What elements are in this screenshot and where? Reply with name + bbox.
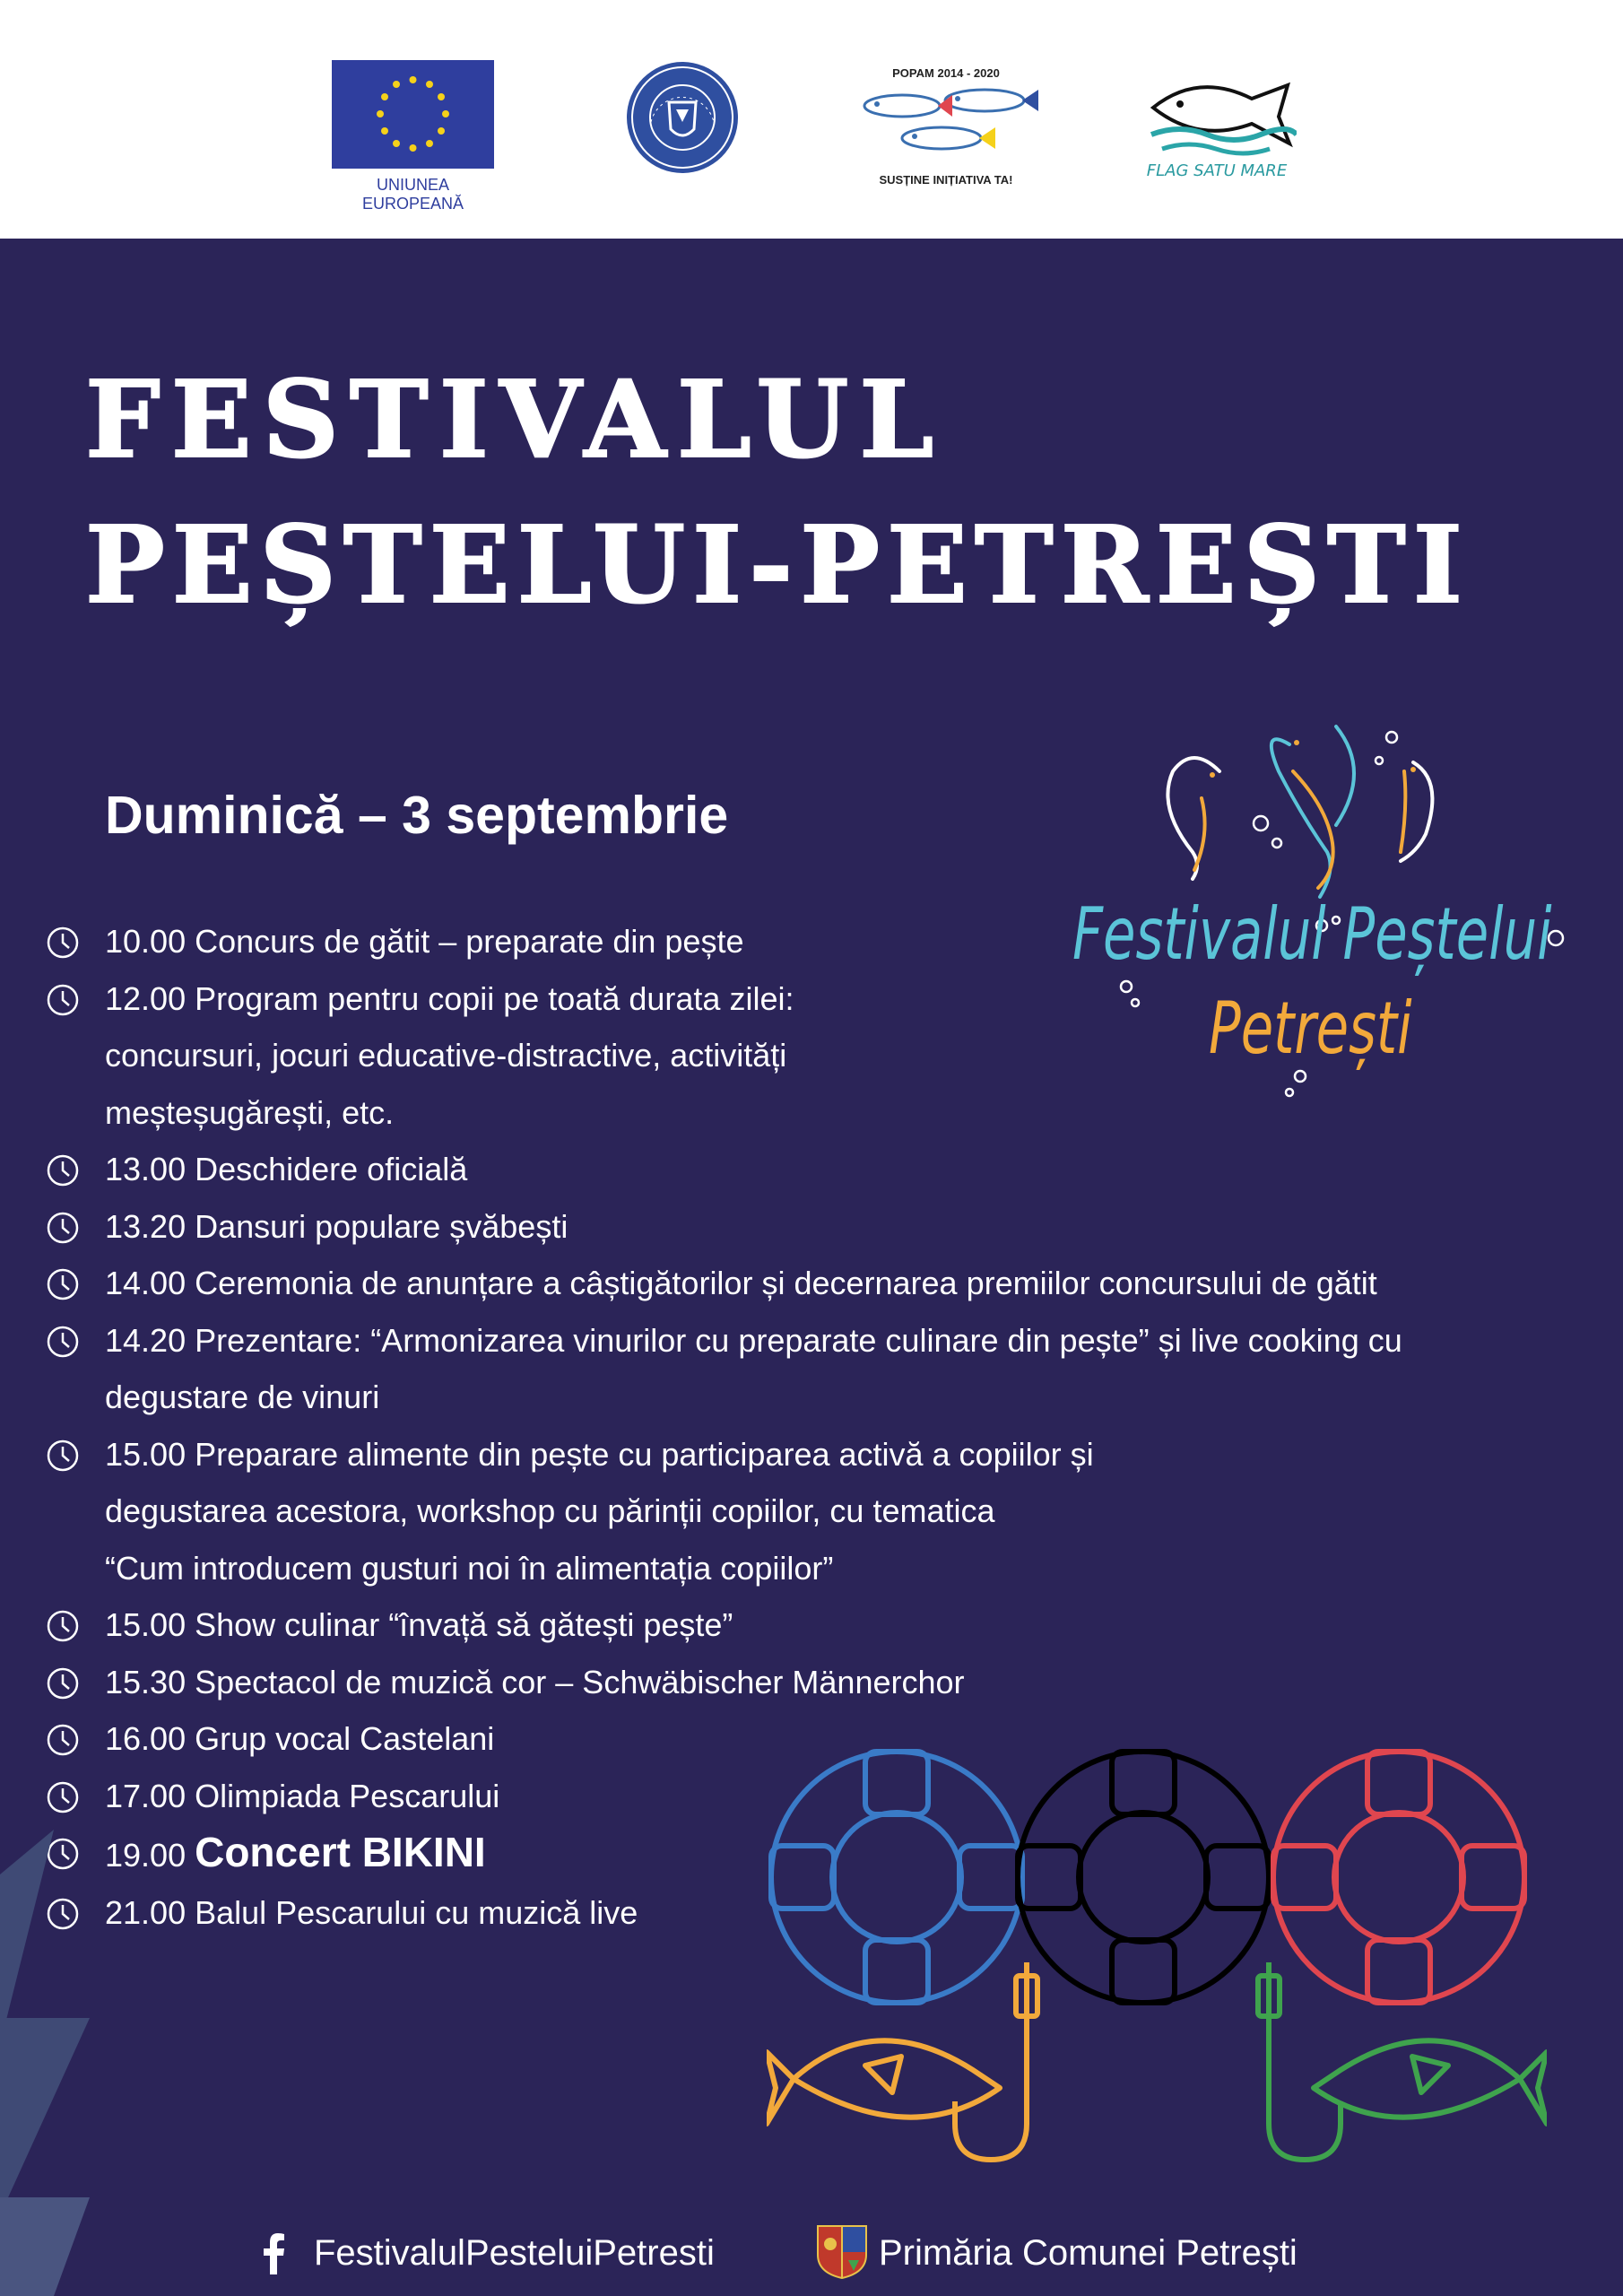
clock-icon	[47, 1212, 79, 1244]
schedule-item	[45, 1426, 1569, 1597]
clock-icon	[47, 1610, 79, 1642]
sponsor-header	[0, 0, 1623, 239]
schedule-text: 15.30 Spectacol de muzică cor – Schwäbischer Männerchor	[105, 1663, 965, 1700]
schedule-item	[45, 1596, 1569, 1654]
clock-icon	[47, 1268, 79, 1300]
clock-icon	[47, 1154, 79, 1187]
popam-title: POPAM 2014 - 2020	[892, 66, 1000, 80]
schedule-text: degustare de vinuri	[105, 1378, 380, 1415]
schedule-time: 19.00	[105, 1837, 187, 1874]
green-fish-hook	[1258, 1962, 1547, 2160]
clock-icon	[47, 1781, 79, 1813]
facebook-icon	[260, 2233, 287, 2274]
popam-caption: SUSȚINE INIȚIATIVA TA!	[879, 173, 1013, 187]
schedule-text: 21.00 Balul Pescarului cu muzică live	[105, 1893, 638, 1931]
yellow-fish-hook	[767, 1962, 1037, 2160]
clock-icon	[47, 984, 79, 1016]
schedule-text: meșteșugărești, etc.	[105, 1093, 395, 1131]
schedule-text: “Cum introducem gusturi noi în alimentația copiilor”	[105, 1549, 834, 1587]
schedule-item	[45, 913, 1569, 970]
schedule-item	[45, 1141, 1569, 1198]
lifebuoys-fish-illustration	[767, 1747, 1547, 2169]
red-lifebuoy	[1273, 1752, 1524, 2003]
poster-title-line2: PEȘTELUI-PETREȘTI	[85, 502, 1470, 627]
schedule-item	[45, 970, 1569, 1142]
coat-of-arms-icon	[816, 2224, 868, 2280]
schedule-item	[45, 1312, 1569, 1426]
festival-logo-subtitle: Petrești	[1209, 987, 1412, 1070]
government-seal-icon	[624, 59, 741, 176]
schedule-item	[45, 1255, 1569, 1312]
decorative-shapes	[0, 1830, 99, 2296]
clock-icon	[47, 926, 79, 959]
schedule-text: 10.00 Concurs de gătit – preparate din pește	[105, 923, 744, 960]
schedule-text: 13.20 Dansuri populare șvăbești	[105, 1207, 568, 1245]
schedule-text: concursuri, jocuri educative-distractive, activități	[105, 1037, 787, 1074]
schedule-text: 14.20 Prezentare: “Armonizarea vinurilor cu preparate culinare din pește” și live cooking cu	[105, 1321, 1402, 1359]
schedule-text: 14.00 Ceremonia de anunțare a câștigătorilor și decernarea premiilor concursului de gătit	[105, 1265, 1377, 1301]
clock-icon	[47, 1326, 79, 1358]
schedule-text: degustarea acestora, workshop cu părinții copiilor, cu tematica	[105, 1492, 995, 1529]
flag-caption: FLAG SATU MARE	[1146, 161, 1288, 180]
schedule-item	[45, 1654, 1569, 1711]
clock-icon	[47, 1439, 79, 1472]
eu-caption: UNIUNEA EUROPEANĂ	[361, 176, 464, 213]
festival-logo-title: Festivalul Peștelui	[1072, 892, 1552, 976]
schedule-item	[45, 1198, 1569, 1256]
flag-fish-icon	[1144, 72, 1297, 161]
day-heading: Duminică – 3 septembrie	[105, 786, 729, 845]
schedule-text: 16.00 Grup vocal Castelani	[105, 1720, 495, 1757]
organizer-name: Primăria Comunei Petrești	[879, 2233, 1298, 2273]
schedule-text: 12.00 Program pentru copii pe toată durata zilei:	[105, 979, 794, 1017]
eu-flag-icon	[332, 60, 494, 172]
schedule-text: 15.00 Preparare alimente din pește cu participarea activă a copiilor și	[105, 1435, 1094, 1473]
black-lifebuoy	[1018, 1752, 1269, 2003]
facebook-page-link[interactable]: FestivalulPesteluiPetresti	[314, 2233, 715, 2273]
schedule-text: 17.00 Olimpiada Pescarului	[105, 1777, 500, 1814]
clock-icon	[47, 1724, 79, 1756]
poster-title-line1: FESTIVALUL	[85, 357, 945, 482]
blue-lifebuoy	[771, 1752, 1022, 2003]
concert-highlight: Concert BIKINI	[195, 1829, 486, 1875]
clock-icon	[47, 1667, 79, 1700]
popam-fish-icon	[859, 86, 1047, 158]
schedule-text: 15.00 Show culinar “învață să gătești pește”	[105, 1606, 733, 1643]
schedule-text: 13.00 Deschidere oficială	[105, 1151, 468, 1187]
